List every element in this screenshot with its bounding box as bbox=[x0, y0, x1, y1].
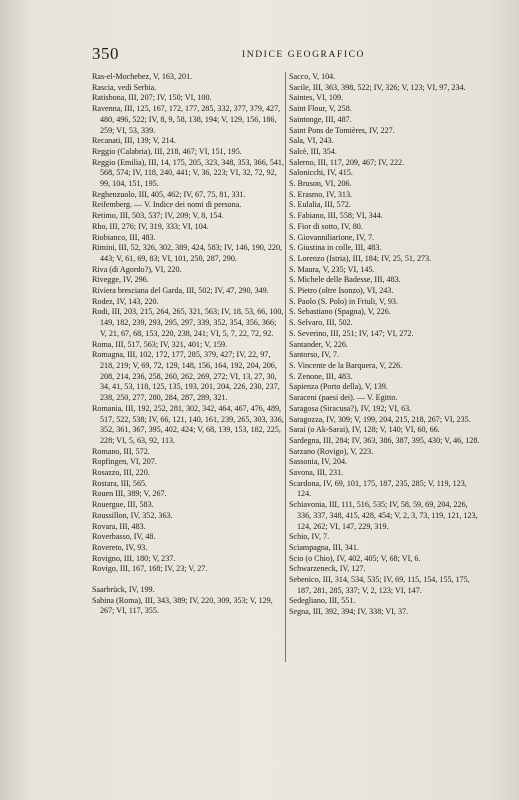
index-entry: Saintonge, III, 487. bbox=[289, 114, 352, 124]
index-entry: S. Lorenzo (Istria), III, 184; IV, 25, 51, 273. bbox=[289, 253, 432, 263]
index-entry: Schiavonia, III, 111, 516, 535; IV, 58, 59, 69, 204, 226, 336, 337, 348, 415, 428, 454; V, 2, 3, 73, 119, 121, 123, 124, 262; VI, 147, 229, 319. bbox=[289, 500, 478, 531]
index-entry: Roussillon, IV, 352, 363. bbox=[92, 510, 173, 520]
index-entry: Riva (di Agordo?), VI, 220. bbox=[92, 264, 182, 274]
index-entry: Sabina (Roma), III, 343, 389; IV, 220, 309, 353; V, 129, 267; VI, 117, 355. bbox=[92, 595, 273, 616]
index-entry: S. Maura, V, 235; VI, 145. bbox=[289, 264, 375, 274]
index-entry: S. Bruson, VI, 206. bbox=[289, 179, 352, 189]
index-entry: Sacco, V, 104. bbox=[289, 72, 336, 81]
index-entry: Saraceni (paesi dei). — V. Egitto. bbox=[289, 393, 398, 403]
index-entry: S. Severino, III, 251; IV, 147; VI, 272. bbox=[289, 328, 414, 338]
page-number: 350 bbox=[92, 44, 119, 63]
index-entry: Schwarzeneck, IV, 127. bbox=[289, 564, 366, 574]
index-entry: Sedegliano, III, 551. bbox=[289, 596, 356, 606]
index-entry: S. Giovanniliarione, IV, 7. bbox=[289, 232, 375, 242]
index-entry: Saragosa (Siracusa?), IV, 192; VI, 63. bbox=[289, 403, 412, 413]
index-entry: Saragozza, IV, 309; V, 199, 204, 215, 218, 267; VI, 235. bbox=[289, 414, 471, 424]
index-entry: Roverbasso, IV, 48. bbox=[92, 532, 156, 542]
index-entry: S. Erasmo, IV, 313. bbox=[289, 189, 353, 199]
index-entry: Sarai (o Ak-Sarai), IV, 128; V, 140; VI, 60, 66. bbox=[289, 425, 440, 435]
index-entry: Ratisbona, III, 207; IV, 150; VI, 100. bbox=[92, 93, 212, 103]
index-entry: Rivegge, IV, 296. bbox=[92, 275, 149, 285]
index-entry: Segna, III, 392, 394; IV, 338; VI, 37. bbox=[289, 607, 409, 617]
index-entry: Sacile, III, 363, 398, 522; IV, 326; V, 123; VI, 97, 234. bbox=[289, 82, 466, 92]
index-entry: Romania, III, 192, 252, 281, 302, 342, 464, 467, 476, 489, 517, 522, 538; IV, 66, 121, 140, 161, 239, 265, 303, 336, 352, 361, 367, 395, 402, 424; V, 68, 139, 153, 182, 225, 228; VI, 5, 63, 92, 113. bbox=[92, 403, 284, 445]
index-entry: Rosazzo, III, 220. bbox=[92, 468, 150, 478]
index-entry: S. Selvaro, III, 502. bbox=[289, 318, 353, 328]
running-head: INDICE GEOGRAFICO bbox=[242, 50, 365, 60]
index-entry: Schio, IV, 7. bbox=[289, 532, 330, 542]
index-entry: Reggio (Emilia), III, 14, 175, 205, 323, 348, 353, 366, 541, 568, 574; IV, 118, 240, 441; V, 36, 223; VI, 32, 72, 92, 99, 104, 151, 195. bbox=[92, 157, 284, 189]
index-entry: Salonicchi, IV, 415. bbox=[289, 168, 353, 178]
index-entry: Santander, V, 226. bbox=[289, 339, 348, 349]
index-entry: S. Sebastiano (Spagna), V, 226. bbox=[289, 307, 391, 317]
index-entry: Scardona, IV, 69, 101, 175, 187, 235, 285; V, 119, 123, 124. bbox=[289, 478, 467, 499]
index-entry: Reghenzuolo, III, 405, 462; IV, 67, 75, 81, 331. bbox=[92, 189, 246, 199]
index-entry: Rouen III, 389; V, 267. bbox=[92, 489, 167, 499]
page-header bbox=[92, 44, 479, 64]
index-entry: Retimo, III, 503, 537; IV, 209; V, 8, 154. bbox=[92, 211, 224, 221]
index-entry: Savona, III, 231. bbox=[289, 468, 344, 478]
index-entry: Rovigo, III, 167, 168; IV, 23; V, 27. bbox=[92, 564, 208, 574]
index-entry: Rovara, III, 483. bbox=[92, 521, 146, 531]
index-entry: S. Eulalia, III, 572. bbox=[289, 200, 351, 210]
index-entry: Rimini, III, 52, 326, 302, 389, 424, 583; IV, 146, 190, 220, 443; V, 61, 69, 83; VI, 101, 250, 287, 290. bbox=[92, 243, 283, 263]
index-entry: Recanati, III, 139; V, 214. bbox=[92, 136, 176, 146]
index-entry: Riobianco, III, 483. bbox=[92, 232, 156, 242]
index-entry: Sapienza (Porto della), V, 139. bbox=[289, 382, 388, 392]
index-entry: S. Fior di sotto, IV, 80. bbox=[289, 221, 363, 231]
index-entry: S. Vincente de la Barquera, V, 226. bbox=[289, 360, 403, 370]
index-entry: S. Zenone, III, 483. bbox=[289, 371, 353, 381]
index-entry: Rouergue, III, 583. bbox=[92, 500, 154, 510]
index-entry: Ravenna, III, 125, 167, 172, 177, 285, 332, 377, 379, 427, 480, 496, 522; IV, 8, 9, 58, 138, 194; V, 129, 156, 186, 259; VI, 53, 339. bbox=[92, 104, 281, 135]
index-entry: Scio (o Chio), IV, 402, 405; V, 68; VI, 6. bbox=[289, 553, 421, 563]
index-entry: Sebenico, III, 314, 534, 535; IV, 69, 115, 154, 155, 175, 187, 281, 285, 337; V, 2, 123; VI, 147. bbox=[289, 575, 470, 595]
index-entry: Romano, III, 572. bbox=[92, 446, 150, 456]
index-entry: Ras-el-Mochebez, V, 163, 201. bbox=[92, 72, 193, 81]
index-entry: S. Pietro (oltre Isonzo), VI, 243. bbox=[289, 286, 394, 296]
index-entry: Santorso, IV, 7. bbox=[289, 350, 339, 360]
index-entry: Saarbrück, IV, 199. bbox=[92, 585, 155, 595]
index-entry: S. Giustina in colle, III, 483. bbox=[289, 243, 382, 253]
index-entry: Sassonia, IV, 204. bbox=[289, 457, 348, 467]
index-entry: Rovigno, III, 180; V, 237. bbox=[92, 553, 176, 563]
index-entry: Saint Flour, V, 258. bbox=[289, 104, 352, 114]
index-entry: Ropfingen, VI, 207. bbox=[92, 457, 157, 467]
index-entry: Reifemberg. — V. Indice dei nomi di persona. bbox=[92, 200, 242, 210]
index-column-right bbox=[289, 72, 481, 772]
index-entry: Rascia, vedi Serbia. bbox=[92, 82, 157, 92]
index-entry: Rodi, III, 203, 215, 264, 265, 321, 563; IV, 18, 53, 66, 100, 149, 182, 239, 293, 295, 297, 339, 352, 354, 356, 366; V, 21, 67, 68, 153, 220, 238, 241; VI, 5, 7, 22, 72, 92. bbox=[92, 307, 284, 338]
index-entry: Romagna, III, 102, 172, 177, 285, 379, 427; IV, 22, 97, 218, 219; V, 69, 72, 129, 148, 156, 164, 192, 204, 206, 208, 214, 236, 258, 260, 262, 269, 272; VI, 13, 27, 30, 34, 41, 53, 118, 125, 135, 193, 201, 204, 226, 230, 237, 238, 250, 277, 280, 284, 287, 289, 321. bbox=[92, 350, 280, 403]
index-columns bbox=[92, 72, 492, 772]
index-entry: S. Fabiano, III, 558; VI, 344. bbox=[289, 211, 383, 221]
index-entry: Salcè, III, 354. bbox=[289, 146, 337, 156]
index-entry: Rodez, IV, 143, 220. bbox=[92, 296, 159, 306]
index-entry: Reggio (Calabria), III, 218, 467; VI, 151, 195. bbox=[92, 146, 242, 156]
index-entry: Sciampagna, III, 341. bbox=[289, 542, 359, 552]
index-column-left bbox=[92, 72, 284, 772]
index-entry: S. Paolo (S. Polo) in Friuli, V, 93. bbox=[289, 296, 398, 306]
column-divider bbox=[285, 72, 286, 662]
index-entry: Sala, VI, 243. bbox=[289, 136, 334, 146]
index-entry: Rostara, III, 565. bbox=[92, 478, 148, 488]
index-entry: Sardegna, III, 284; IV, 363, 386, 387, 395, 430; V, 46, 128. bbox=[289, 435, 480, 445]
index-entry: Sarzano (Rovigo), V, 223. bbox=[289, 446, 374, 456]
index-entry: Saintes, VI, 109. bbox=[289, 93, 344, 103]
index-entry: S. Michele delle Badesse, III, 483. bbox=[289, 275, 401, 285]
index-entry: Saint Pons de Tomières, IV, 227. bbox=[289, 125, 395, 135]
index-entry: Rovereto, IV, 93. bbox=[92, 542, 148, 552]
index-entry: Riviera bresciana del Garda, III, 502; IV, 47, 290, 349. bbox=[92, 286, 269, 296]
index-entry: Salerno, III, 117, 209, 467; IV, 222. bbox=[289, 157, 405, 167]
index-entry: Roma, III, 517, 563; IV, 321, 401; V, 159. bbox=[92, 339, 228, 349]
index-entry: Rho, III, 276; IV, 319, 333; VI, 104. bbox=[92, 221, 209, 231]
